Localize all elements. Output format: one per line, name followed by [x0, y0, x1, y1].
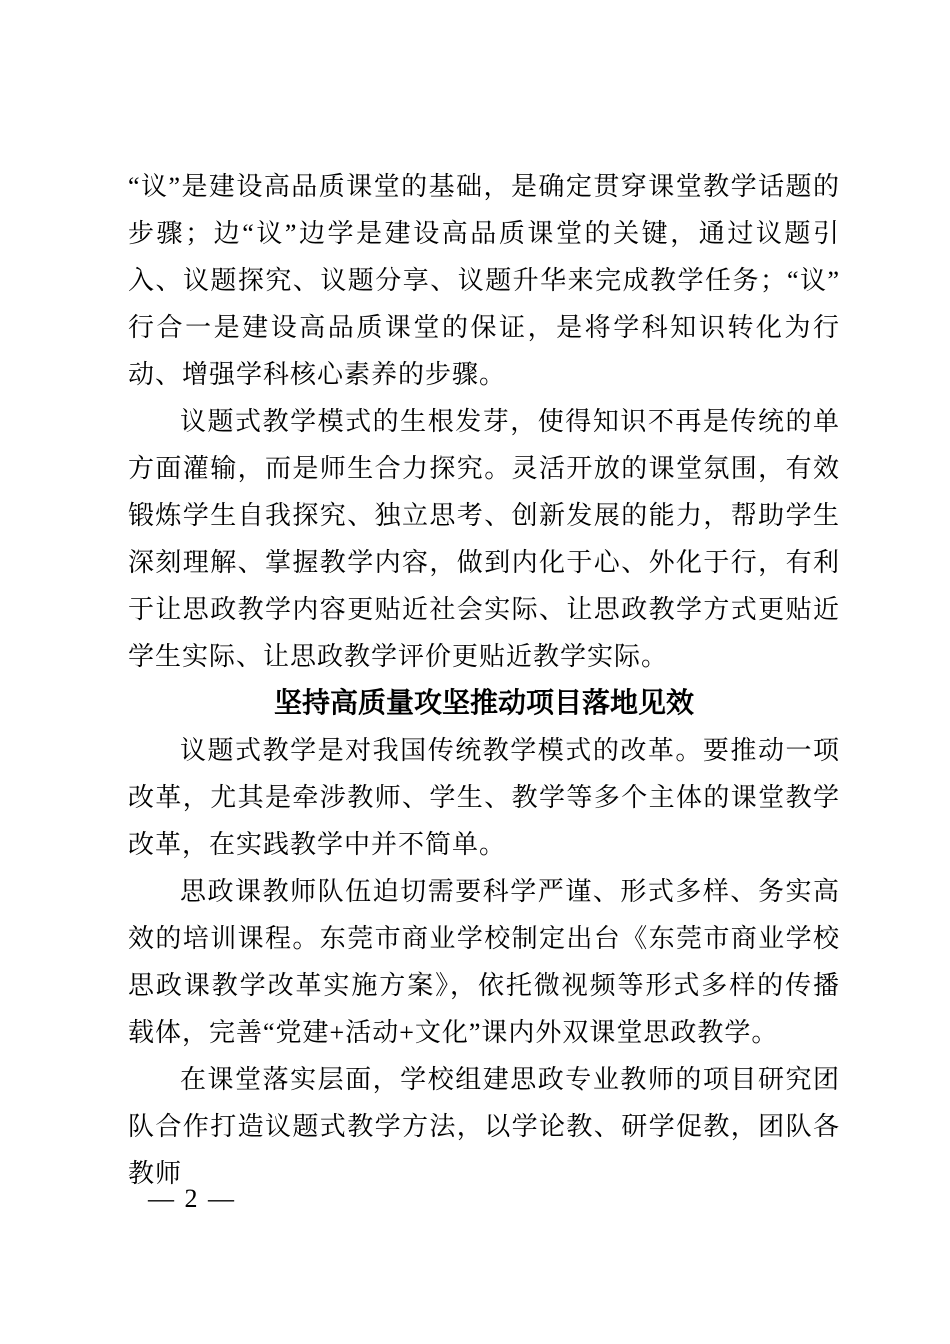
paragraph: 思政课教师队伍迫切需要科学严谨、形式多样、务实高效的培训课程。东莞市商业学校制定出台《东莞市商业学校思政课教学改革实施方案》，依托微视频等形式多样的传播载体，完善“党建+活动+文化”课内外双课堂思政教学。 — [128, 877, 840, 1047]
paragraph-continued: “议”是建设高品质课堂的基础，是确定贯穿课堂教学话题的步骤；边“议”边学是建设高品质课堂的关键，通过议题引入、议题探究、议题分享、议题升华来完成教学任务；“议”行合一是建设高品质课堂的保证，是将学科知识转化为行动、增强学科核心素养的步骤。 — [128, 172, 840, 389]
document-body — [128, 163, 840, 1197]
page-number: — 2 — — [148, 1184, 236, 1213]
paragraph: 在课堂落实层面，学校组建思政专业教师的项目研究团队合作打造议题式教学方法，以学论教、研学促教，团队各教师 — [128, 1065, 840, 1188]
paragraph: 议题式教学模式的生根发芽，使得知识不再是传统的单方面灌输，而是师生合力探究。灵活开放的课堂氛围，有效锻炼学生自我探究、独立思考、创新发展的能力，帮助学生深刻理解、掌握教学内容，做到内化于心、外化于行，有利于让思政教学内容更贴近社会实际、让思政教学方式更贴近学生实际、让思政教学评价更贴近教学实际。 — [128, 407, 840, 671]
paragraph: 议题式教学是对我国传统教学模式的改革。要推动一项改革，尤其是牵涉教师、学生、教学等多个主体的课堂教学改革，在实践教学中并不简单。 — [128, 736, 840, 859]
section-heading: 坚持高质量攻坚推动项目落地见效 — [273, 688, 694, 719]
